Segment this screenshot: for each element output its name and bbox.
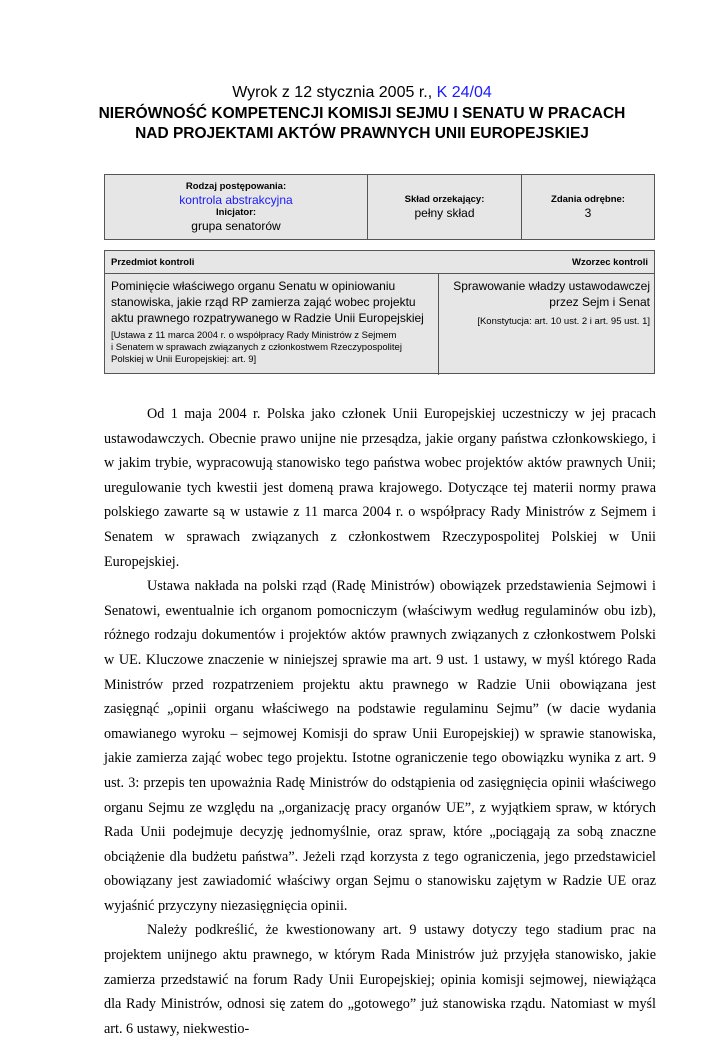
pattern-reference: [Konstytucja: art. 10 ust. 2 i art. 95 ust. 1] bbox=[477, 316, 650, 327]
pattern-line-2: przez Sejm i Senat bbox=[549, 295, 650, 309]
title-line-2: NAD PROJEKTAMI AKTÓW PRAWNYCH UNII EUROPEJSKIEJ bbox=[135, 125, 589, 142]
control-box bbox=[104, 250, 655, 374]
subject-ref-line-3: Polskiej w Unii Europejskiej: art. 9] bbox=[111, 354, 257, 365]
control-box-header bbox=[105, 251, 654, 274]
dissent-value: 3 bbox=[584, 206, 592, 220]
bench-cell bbox=[368, 175, 522, 239]
pattern-text bbox=[443, 278, 650, 310]
subject-header: Przedmiot kontroli bbox=[111, 256, 195, 268]
judgment-body bbox=[104, 402, 656, 1041]
subject-of-control bbox=[105, 274, 439, 375]
initiator-label: Inicjator: bbox=[215, 207, 257, 218]
judgment-date: Wyrok z 12 stycznia 2005 r., bbox=[232, 84, 437, 101]
procedure-value-link[interactable]: kontrola abstrakcyjna bbox=[179, 193, 293, 207]
bench-value: pełny skład bbox=[414, 206, 475, 220]
case-number-link[interactable]: K 24/04 bbox=[436, 84, 492, 101]
judgment-title bbox=[80, 104, 644, 144]
procedure-info-box bbox=[104, 174, 655, 240]
bench-label: Skład orzekający: bbox=[404, 194, 485, 205]
subject-ref-line-2: i Senatem w sprawach związanych z członkostwem Rzeczypospolitej bbox=[111, 342, 402, 353]
pattern-line-1: Sprawowanie władzy ustawodawczej bbox=[453, 279, 650, 293]
paragraph-1: Od 1 maja 2004 r. Polska jako członek Unii Europejskiej uczestniczy w jej pracach ustawodawczych. Obecnie prawo unijne nie przesądza, jakie organy państwa członkowskiego, i w jakim trybie, wypracowują stanowisko tego państwa wobec projektów aktów prawnych Unii; uregulowanie tych kwestii jest domeną prawa krajowego. Dotyczące tej materii normy prawa polskiego zawarte są w ustawie z 11 marca 2004 r. o współpracy Rady Ministrów z Sejmem i Senatem w sprawach związanych z członkostwem Rzeczypospolitej Polskiej w Unii Europejskiej. bbox=[104, 406, 656, 570]
title-line-1: NIERÓWNOŚĆ KOMPETENCJI KOMISJI SEJMU I SENATU W PRACACH bbox=[98, 105, 626, 122]
procedure-label: Rodzaj postępowania: bbox=[185, 181, 287, 192]
subject-line-3: aktu prawnego rozpatrywanego w Radzie Unii Europejskiej bbox=[111, 311, 424, 325]
subject-reference bbox=[111, 330, 432, 366]
paragraph-2: Ustawa nakłada na polski rząd (Radę Ministrów) obowiązek przedstawienia Sejmowi i Senatowi, ewentualnie ich organom pomocniczym (właściwym według regulaminów obu izb), różnego rodzaju dokumentów i projektów aktów prawnych związanych z członkostwem Polski w UE. Kluczowe znaczenie w niniejszej sprawie ma art. 9 ust. 1 ustawy, w myśl którego Rada Ministrów przed rozpatrzeniem projektu aktu prawnego w Radzie Unii obowiązana jest zasięgnąć „opinii organu właściwego na podstawie regulaminu Sejmu” (w dacie wydania omawianego wyroku – sejmowej Komisji do spraw Unii Europejskiej) w sprawie stanowiska, jakie zamierza zająć wobec tego projektu. Istotne ograniczenie tego obowiązku wynika z art. 9 ust. 3: przepis ten upoważnia Radę Ministrów do odstąpienia od zasięgnięcia opinii właściwego organu Sejmu ze względu na „organizację pracy organów UE”, z wyjątkiem spraw, w których Rada Unii podejmuje decyzję jednomyślnie, oraz spraw, które „pociągają za sobą znaczne obciążenie dla budżetu państwa”. Jeżeli rząd korzysta z tego ograniczenia, jego przedstawiciel obowiązany jest zawiadomić właściwy organ Sejmu o stanowisku zajętym w Radzie UE oraz wyjaśnić przyczyny niezasięgnięcia opinii. bbox=[104, 578, 656, 914]
pattern-of-control bbox=[439, 274, 654, 375]
initiator-value: grupa senatorów bbox=[191, 219, 281, 233]
dissent-label: Zdania odrębne: bbox=[551, 194, 625, 205]
paragraph-3: Należy podkreślić, że kwestionowany art. 9 ustawy dotyczy tego stadium prac na projektem unijnego aktu prawnego, w którym Rada Ministrów już przyjęła stanowisko, jakie zamierza przedstawić na forum Rady Unii Europejskiej; opinia komisji sejmowej, niewiążąca dla Rady Ministrów, odnosi się zatem do „gotowego” już stanowiska rządu. Natomiast w myśl art. 6 ustawy, niekwestio- bbox=[104, 922, 656, 1037]
procedure-cell bbox=[105, 175, 368, 239]
subject-ref-line-1: [Ustawa z 11 marca 2004 r. o współpracy Rady Ministrów z Sejmem bbox=[111, 330, 397, 341]
control-box-body bbox=[105, 274, 654, 375]
subject-line-1: Pominięcie właściwego organu Senatu w opiniowaniu bbox=[111, 279, 396, 293]
pattern-header: Wzorzec kontroli bbox=[571, 256, 648, 268]
subject-line-2: stanowiska, jakie rząd RP zamierza zająć wobec projektu bbox=[111, 295, 416, 309]
judgment-heading bbox=[80, 84, 644, 102]
dissent-cell bbox=[522, 175, 654, 239]
subject-text bbox=[111, 278, 432, 326]
